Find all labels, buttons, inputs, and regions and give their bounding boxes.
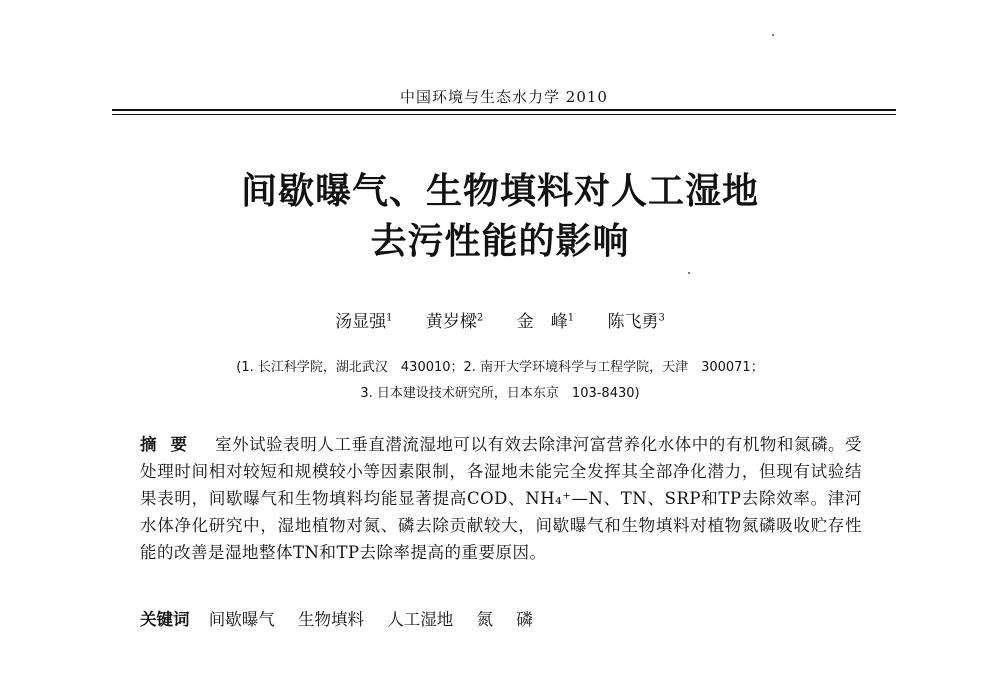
author-list <box>100 307 900 332</box>
author-2: 黄岁樑$^2$ <box>425 312 484 332</box>
journal-header: 中国环境与生态水力学 2010 <box>400 88 608 106</box>
paper-title-line-1: 间歇曝气、生物填料对人工湿地 <box>240 171 759 212</box>
keyword-item: 磷 <box>516 610 533 629</box>
keywords-label: 关键词 <box>140 610 190 629</box>
keywords <box>140 606 862 630</box>
keyword-item: 氮 <box>476 610 493 629</box>
paper-title-line-2: 去污性能的影响 <box>370 221 630 262</box>
author-1: 汤显强$^1$ <box>335 312 393 332</box>
abstract-text: 室外试验表明人工垂直潜流湿地可以有效去除津河富营养化水体中的有机物和氮磷。受处理时间相对较短和规模较小等因素限制，各湿地未能完全发挥其全部净化潜力，但现有试验结果表明，间歇曝气和生物填料均能显著提高COD、NH₄⁺—N、TN、SRP和TP去除效率。津河水体净化研究中，湿地植物对氮、磷去除贡献较大，间歇曝气和生物填料对植物氮磷吸收贮存性能的改善是湿地整体TN和TP去除率提高的重要原因。 <box>140 435 863 562</box>
affiliation-line-1: (1. 长江科学院，湖北武汉 430010；2. 南开大学环境科学与工程学院，天津 300071； <box>236 360 764 375</box>
keyword-item: 生物填料 <box>298 610 364 629</box>
author-3: 金 峰$^1$ <box>516 312 575 332</box>
abstract <box>140 431 862 566</box>
scan-speck <box>688 272 690 274</box>
header-rule-thick <box>112 109 896 111</box>
abstract-label: 摘要 <box>140 435 202 454</box>
affiliation-line-2: 3. 日本建设技术研究所，日本东京 103-8430) <box>360 386 640 401</box>
keyword-item: 人工湿地 <box>387 610 454 629</box>
header-rule-thin <box>112 114 896 115</box>
keyword-item: 间歇曝气 <box>208 610 275 629</box>
author-4: 陈飞勇$^3$ <box>607 312 665 332</box>
scan-speck <box>772 34 774 36</box>
